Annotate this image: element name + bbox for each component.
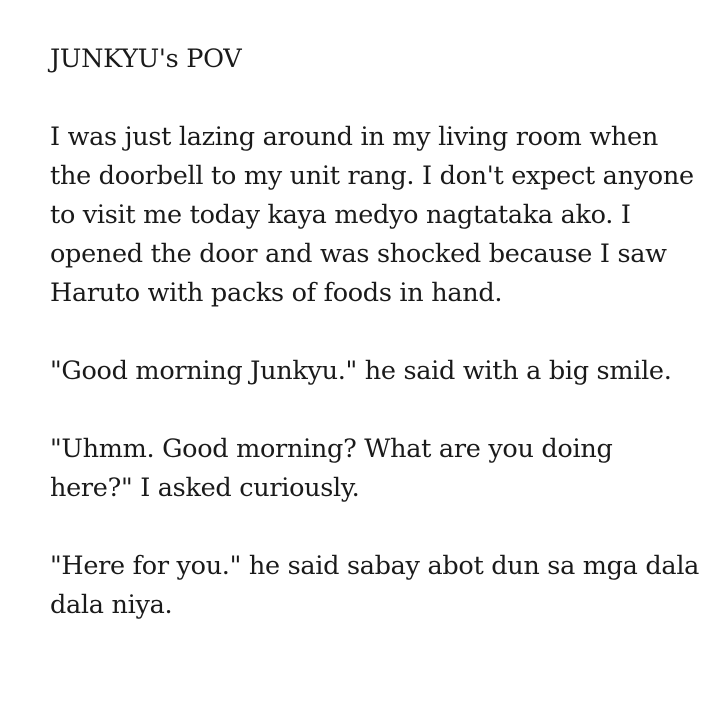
paragraph-line: the doorbell to my unit rang. I don't expect anyone bbox=[50, 161, 694, 191]
story-text bbox=[50, 40, 710, 664]
paragraph-line: I was just lazing around in my living room when bbox=[50, 122, 658, 152]
paragraph-line: to visit me today kaya medyo nagtataka ako. I bbox=[50, 200, 631, 230]
dialogue-line: "Uhmm. Good morning? What are you doing bbox=[50, 434, 613, 464]
paragraph-line: Haruto with packs of foods in hand. bbox=[50, 278, 503, 308]
paragraph-line: opened the door and was shocked because I saw bbox=[50, 239, 667, 269]
paragraph-2 bbox=[50, 352, 710, 391]
paragraph-1 bbox=[50, 118, 710, 313]
paragraph-3 bbox=[50, 430, 710, 508]
dialogue-line: here?" I asked curiously. bbox=[50, 473, 360, 503]
dialogue-line: "Here for you." he said sabay abot dun sa mga dala bbox=[50, 551, 700, 581]
dialogue-line: dala niya. bbox=[50, 590, 173, 620]
pov-heading: JUNKYU's POV bbox=[50, 44, 242, 74]
paragraph-4 bbox=[50, 547, 710, 625]
pov-heading-block bbox=[50, 40, 710, 79]
dialogue-line: "Good morning Junkyu." he said with a big smile. bbox=[50, 356, 672, 386]
